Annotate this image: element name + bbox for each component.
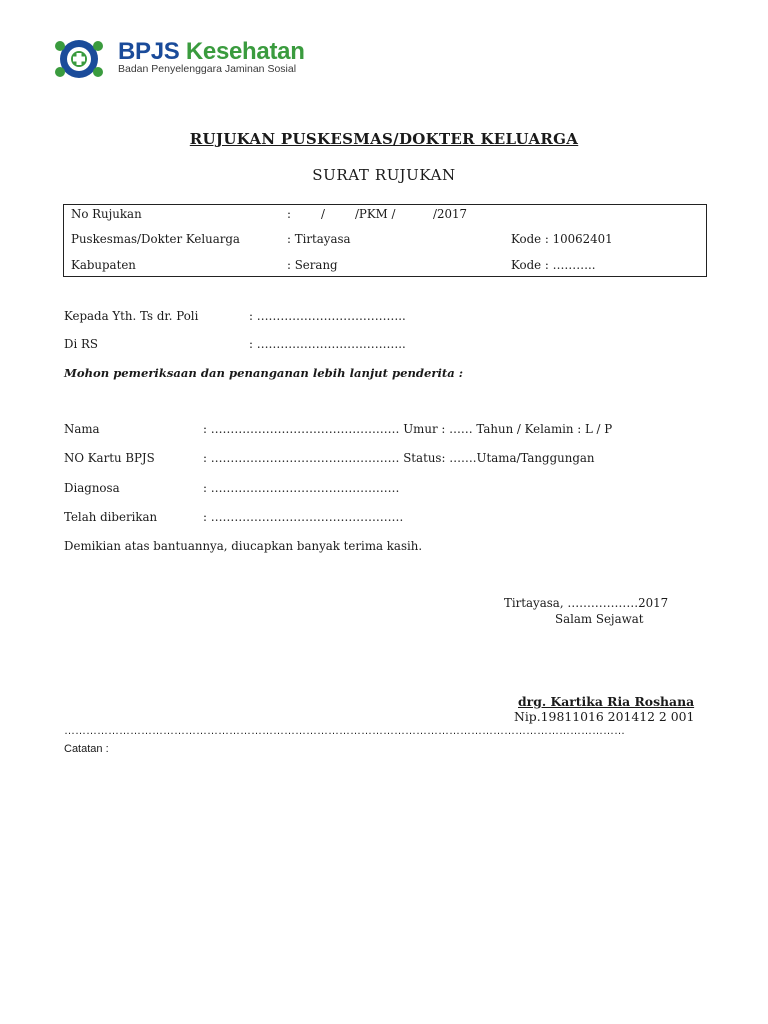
- diagnosa-label: Diagnosa: [64, 481, 120, 495]
- signer-nip: Nip.19811016 201412 2 001: [514, 709, 695, 724]
- rs-label: Di RS: [64, 337, 98, 351]
- separator-line: ………………………………………………………………………………………………………………………………………: [64, 725, 625, 737]
- diberikan-value: : ………………………………………….: [203, 510, 404, 524]
- greeting: Salam Sejawat: [555, 612, 644, 626]
- place-date: Tirtayasa, ………………2017: [504, 596, 669, 610]
- signer-name: drg. Kartika Ria Roshana: [518, 694, 695, 709]
- kartu-bpjs-label: NO Kartu BPJS: [64, 451, 155, 465]
- bpjs-logo-icon: [52, 38, 106, 80]
- request-text: Mohon pemeriksaan dan penanganan lebih lanjut penderita :: [64, 366, 464, 380]
- puskesmas-value: : Tirtayasa: [287, 232, 351, 246]
- no-rujukan-label: No Rujukan: [71, 207, 142, 221]
- brand-name-part2: Kesehatan: [185, 38, 305, 65]
- puskesmas-label: Puskesmas/Dokter Keluarga: [71, 232, 240, 246]
- closing-text: Demikian atas bantuannya, diucapkan banyak terima kasih.: [64, 539, 423, 553]
- brand-name: [118, 38, 305, 66]
- puskesmas-kode: Kode : 10062401: [511, 232, 613, 246]
- diagnosa-value: : …………………………………………: [203, 481, 400, 495]
- rs-value: : ………………………………..: [249, 337, 406, 351]
- nama-label: Nama: [64, 422, 100, 436]
- kepada-value: : ………………………………..: [249, 309, 406, 323]
- document-title: RUJUKAN PUSKESMAS/DOKTER KELUARGA: [189, 130, 579, 148]
- kabupaten-label: Kabupaten: [71, 258, 136, 272]
- brand-subtitle: Badan Penyelenggara Jaminan Sosial: [118, 63, 297, 75]
- no-rujukan-value: : / /PKM / /2017: [287, 207, 467, 221]
- diberikan-label: Telah diberikan: [64, 510, 158, 524]
- brand-name-part1: BPJS: [118, 38, 180, 65]
- nama-value: : ………………………………………… Umur : …… Tahun / Kelamin : L / P: [203, 422, 613, 436]
- kartu-bpjs-value: : ………………………………………… Status: …….Utama/Tanggungan: [203, 451, 595, 465]
- kabupaten-value: : Serang: [287, 258, 338, 272]
- kabupaten-kode: Kode : ………..: [511, 258, 596, 272]
- catatan-label: Catatan :: [64, 743, 109, 755]
- kepada-label: Kepada Yth. Ts dr. Poli: [64, 309, 199, 323]
- document-subtitle: SURAT RUJUKAN: [312, 166, 456, 184]
